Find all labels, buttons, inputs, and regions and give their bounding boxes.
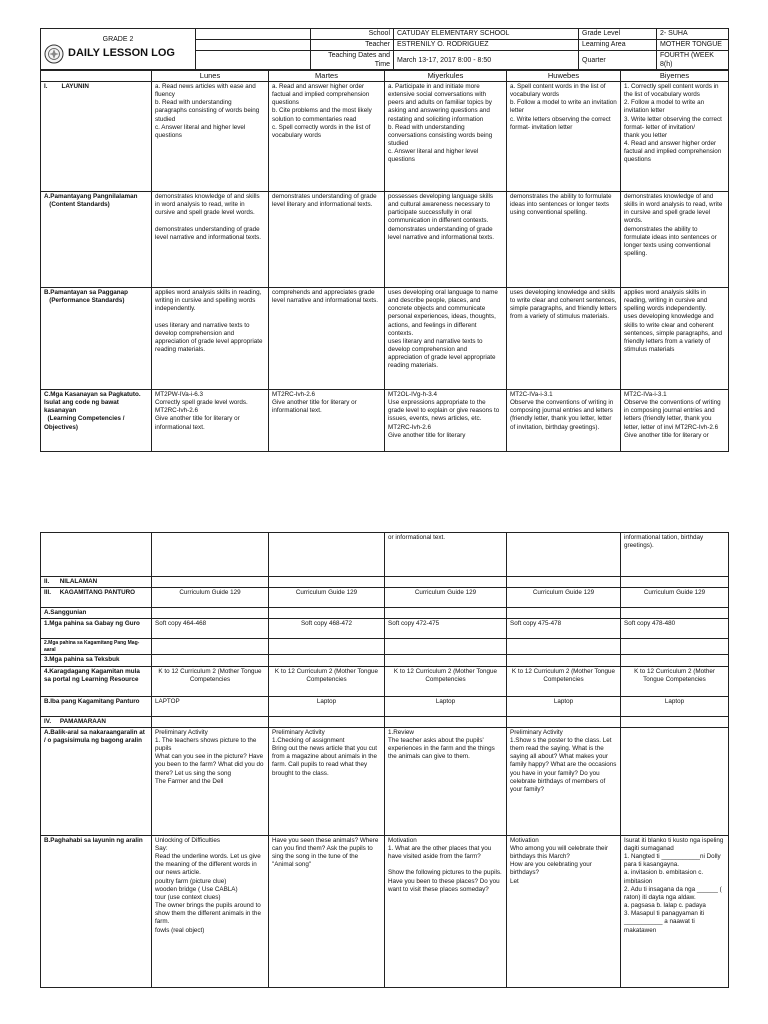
quarter-value: FOURTH (WEEK 8(h) [657,51,729,70]
row-cell: 1. Correctly spell content words in the list of vocabulary words 2. Follow a model to write an invitation letter 3. Write letter observing the correct format- letter of invitation/ thank you letter 4. Read and answer higher order factual and implied comprehension questions [621,81,729,191]
teacher-label: Teacher [311,40,394,51]
iba-cell: Laptop [269,696,385,716]
kagamitang-row [41,588,729,608]
learning-area-value: MOTHER TONGUE [657,40,729,51]
iba-row [41,696,729,716]
paghahabi-cell: Motivation 1. What are the other places that you have visited aside from the farm? Show the following pictures to the pupils. Have you been to these places? Do you want to visit these places someday? [385,835,507,987]
deped-seal-icon [44,44,64,64]
page1-row [41,81,729,191]
nilalaman-label: II. NILALAMAN [41,577,152,588]
header-table [40,28,729,70]
guide-cell: Curriculum Guide 129 [507,588,621,608]
cont-cell [269,533,385,577]
day-header: Miyerkules [385,71,507,82]
iba-cell: Laptop [507,696,621,716]
paghahabi-cell: Isurat iti blanko ti kusto nga ispeling dagiti sumaganad 1. Nangted ti ___________ni Dolly para ti kasangayna. a. invitasion b. embitasion c. imbitasion 2. Adu ti insagana da nga ______ ( raton) iti dayta nga aldaw. a. pagsasa b. lalap c. padaya 3. Masapul ti panagyaman iti ___________ a naawat ti makatawen [621,835,729,987]
guide-cell: Curriculum Guide 129 [152,588,269,608]
row-cell: a. Read and answer higher order factual and implied comprehension questions b. Cite problems and the most likely solution to commentaries read c. Spell correctly words in the list of vocabulary words [269,81,385,191]
cont-cell [507,533,621,577]
row-cell: MT2OL-IVg-h-3.4 Use expressions appropriate to the grade level to explain or give reasons to issues, events, news articles, etc. MT2RC-Ivh-2.6 Give another title for literary [385,389,507,451]
row-cell: uses developing knowledge and skills to write clear and coherent sentences, simple paragraphs, and friendly letters from a variety of stimulus materials. [507,287,621,389]
row-cell: comprehends and appreciates grade level narrative and informational texts. [269,287,385,389]
row-cell: demonstrates knowledge of and skills in word analysis to read, write in cursive and spell grade level words. demonstrates the ability to formulate ideas into sentences or longer texts using conventional spelling. [621,191,729,287]
balik-cell: Preliminary Activity 1.Checking of assignment Bring out the news article that you cut from a magazine about animals in the farm. Call pupils to read what they brought to the class. [269,727,385,835]
page1-row [41,191,729,287]
page1-row [41,389,729,451]
balik-cell [621,727,729,835]
row-label: C.Mga Kasanayan sa Pagkatuto. Isulat ang code ng bawat kasanayan (Learning Competencies / Objectives) [41,389,152,451]
guide-cell: Curriculum Guide 129 [385,588,507,608]
karagdagang-cell: K to 12 Curriculum 2 (Mother Tongue Competencies [152,666,269,696]
balik-cell: 1.Review The teacher asks about the pupils' experiences in the farm and the things the animals can give to them. [385,727,507,835]
pamamaraan-row [41,716,729,727]
row-label: I. LAYUNIN [41,81,152,191]
cont-cell: or informational text. [385,533,507,577]
gabay-label: 1.Mga pahina sa Gabay ng Guro [41,619,152,639]
guide-cell: Curriculum Guide 129 [269,588,385,608]
sanggunian-row [41,608,729,619]
lesson-log-page-1 [0,28,768,452]
dates-label: Teaching Dates and Time [311,51,394,70]
balik-row [41,727,729,835]
kagamitang-pang-row [41,639,729,655]
row-cell: a. Read news articles with ease and fluency b. Read with understanding paragraphs consisting of words being studied c. Answer literal and higher level questions [152,81,269,191]
gabay-cell: Soft copy 472-475 [385,619,507,639]
gabay-cell: Soft copy 478-480 [621,619,729,639]
teksbuk-row [41,655,729,666]
iba-cell: Laptop [621,696,729,716]
lesson-log-page-2 [0,532,768,988]
karagdagang-cell: K to 12 Curriculum 2 (Mother Tongue Competencies [621,666,729,696]
title-block [41,29,196,70]
gabay-row [41,619,729,639]
row-cell: uses developing oral language to name and describe people, places, and concrete objects and communicate personal experiences, ideas, thoughts, actions, and feelings in different contexts. uses literary and narrative texts to develop comprehension and appreciation of grade level appropriate reading materials. [385,287,507,389]
lesson-table-page-2 [40,532,729,988]
row-cell: demonstrates knowledge of and skills in word analysis to read, write in cursive and spell grade level words. demonstrates understanding of grade level narrative and informational texts. [152,191,269,287]
quarter-label: Quarter [579,51,657,70]
day-header: Lunes [152,71,269,82]
cont-cell [152,533,269,577]
row-cell: MT2C-IVa-i-3.1 Observe the conventions of writing in composing journal entries and letters (friendly letter, thank you letter, letter of invitation, birthday greetings). [507,389,621,451]
grade-level-value: 2- SUHA [657,29,729,40]
paghahabi-cell: Unlocking of Difficulties Say: Read the underline words. Let us give the meaning of the different words in our news article. poultry farm (picture clue) wooden bridge ( Use CABLA) tour (use context clues) The owner brings the pupils around to show them the different animals in the farm. fowls (real object) [152,835,269,987]
day-header: Martes [269,71,385,82]
kagamitang-label: III. KAGAMITANG PANTURO [41,588,152,608]
continuation-row [41,533,729,577]
teksbuk-label: 3.Mga pahina sa Teksbuk [41,655,152,666]
school-value: CATUDAY ELEMENTARY SCHOOL [394,29,579,40]
iba-label: B.Iba pang Kagamitang Panturo [41,696,152,716]
karagdagang-cell: K to 12 Curriculum 2 (Mother Tongue Competencies [385,666,507,696]
row-cell: possesses developing language skills and cultural awareness necessary to participate successfully in oral communication in different contexts. demonstrates understanding of grade level narrative and informational texts. [385,191,507,287]
days-header-row [41,71,729,82]
gabay-cell: Soft copy 468-472 [269,619,385,639]
grade-level-label: Grade Level [579,29,657,40]
karagdagang-cell: K to 12 Curriculum 2 (Mother Tongue Competencies [507,666,621,696]
paghahabi-cell: Motivation Who among you will celebrate their birthdays this March? How are you celebrating your birthdays? Let [507,835,621,987]
iba-cell: LAPTOP [152,696,269,716]
karagdagang-cell: K to 12 Curriculum 2 (Mother Tongue Competencies [269,666,385,696]
paghahabi-cell: Have you seen these animals? Where can you find them? Ask the pupils to sing the song in the tune of the "Animal song" [269,835,385,987]
page1-row [41,287,729,389]
lesson-table-page-1 [40,70,729,452]
pamamaraan-label: IV. PAMAMARAAN [41,716,152,727]
learning-area-label: Learning Area [579,40,657,51]
paghahabi-label: B.Paghahabi sa layunin ng aralin [41,835,152,987]
balik-cell: Preliminary Activity 1. The teachers shows picture to the pupils What can you see in the picture? Have you been to the farm? What did you do there? Let us sing the song The Farmer and the Dell [152,727,269,835]
row-cell: applies word analysis skills in reading, writing in cursive and spelling words independently. uses literary and narrative texts to develop comprehension and appreciation of grade level appropriate reading materials. [152,287,269,389]
day-header: Huwebes [507,71,621,82]
paghahabi-row [41,835,729,987]
dates-value: March 13-17, 2017 8:00 - 8:50 [394,51,579,70]
karagdagang-label: 4.Karagdagang Kagamitan mula sa portal ng Learning Resource [41,666,152,696]
balik-cell: Preliminary Activity 1.Show s the poster to the class. Let them read the saying. What is the saying all about? What makes your family happy? What are the occasions you have in your family? Do you celebrate birthdays of members of your family? [507,727,621,835]
sanggunian-label: A.Sanggunian [41,608,152,619]
row-cell: demonstrates understanding of grade level literary and informational texts. [269,191,385,287]
row-label: A.Pamantayang Pangnilalaman (Content Standards) [41,191,152,287]
grade-label: GRADE 2 [102,35,134,43]
page-title: DAILY LESSON LOG [68,47,175,60]
iba-cell: Laptop [385,696,507,716]
gabay-cell: Soft copy 475-478 [507,619,621,639]
row-cell: MT2C-IVa-i-3.1 Observe the conventions of writing in composing journal entries and letters (friendly letter, thank you letter, letter of invi MT2RC-Ivh-2.6 Give another title for literary or [621,389,729,451]
row-cell: MT2RC-Ivh-2.6 Give another title for literary or informational text. [269,389,385,451]
row-cell: demonstrates the ability to formulate ideas into sentences or longer texts using conventional spelling. [507,191,621,287]
guide-cell: Curriculum Guide 129 [621,588,729,608]
teacher-value: ESTRENILY O. RODRIGUEZ [394,40,579,51]
row-cell: a. Participate in and initiate more extensive social conversations with peers and adults on familiar topics by asking and answering questions and restating and soliciting information b. Read with understanding conversations consisting words being studied c. Answer literal and higher level questions [385,81,507,191]
balik-label: A.Balik-aral sa nakaraangaralin at / o pagsisimula ng bagong aralin [41,727,152,835]
karagdagang-row [41,666,729,696]
kagamitang-pang-label: 2.Mga pahina sa Kagamitang Pang Mag-aaral [41,639,152,655]
cont-cell: informational tation, birthday greetings). [621,533,729,577]
row-label: B.Pamantayan sa Pagganap (Performance Standards) [41,287,152,389]
row-cell: MT2PW-IVa-i-6.3 Correctly spell grade level words. MT2RC-Ivh-2.6 Give another title for literary or informational text. [152,389,269,451]
school-label: School [311,29,394,40]
day-header: Biyernes [621,71,729,82]
gabay-cell: Soft copy 464-468 [152,619,269,639]
nilalaman-row [41,577,729,588]
row-cell: applies word analysis skills in reading, writing in cursive and spelling words independently. uses developing knowledge and skills to write clear and coherent sentences, simple paragraphs, and friendly letters from a variety of stimulus materials [621,287,729,389]
row-cell: a. Spell content words in the list of vocabulary words b. Follow a model to write an invitation letter c. Write letters observing the correct format- invitation letter [507,81,621,191]
